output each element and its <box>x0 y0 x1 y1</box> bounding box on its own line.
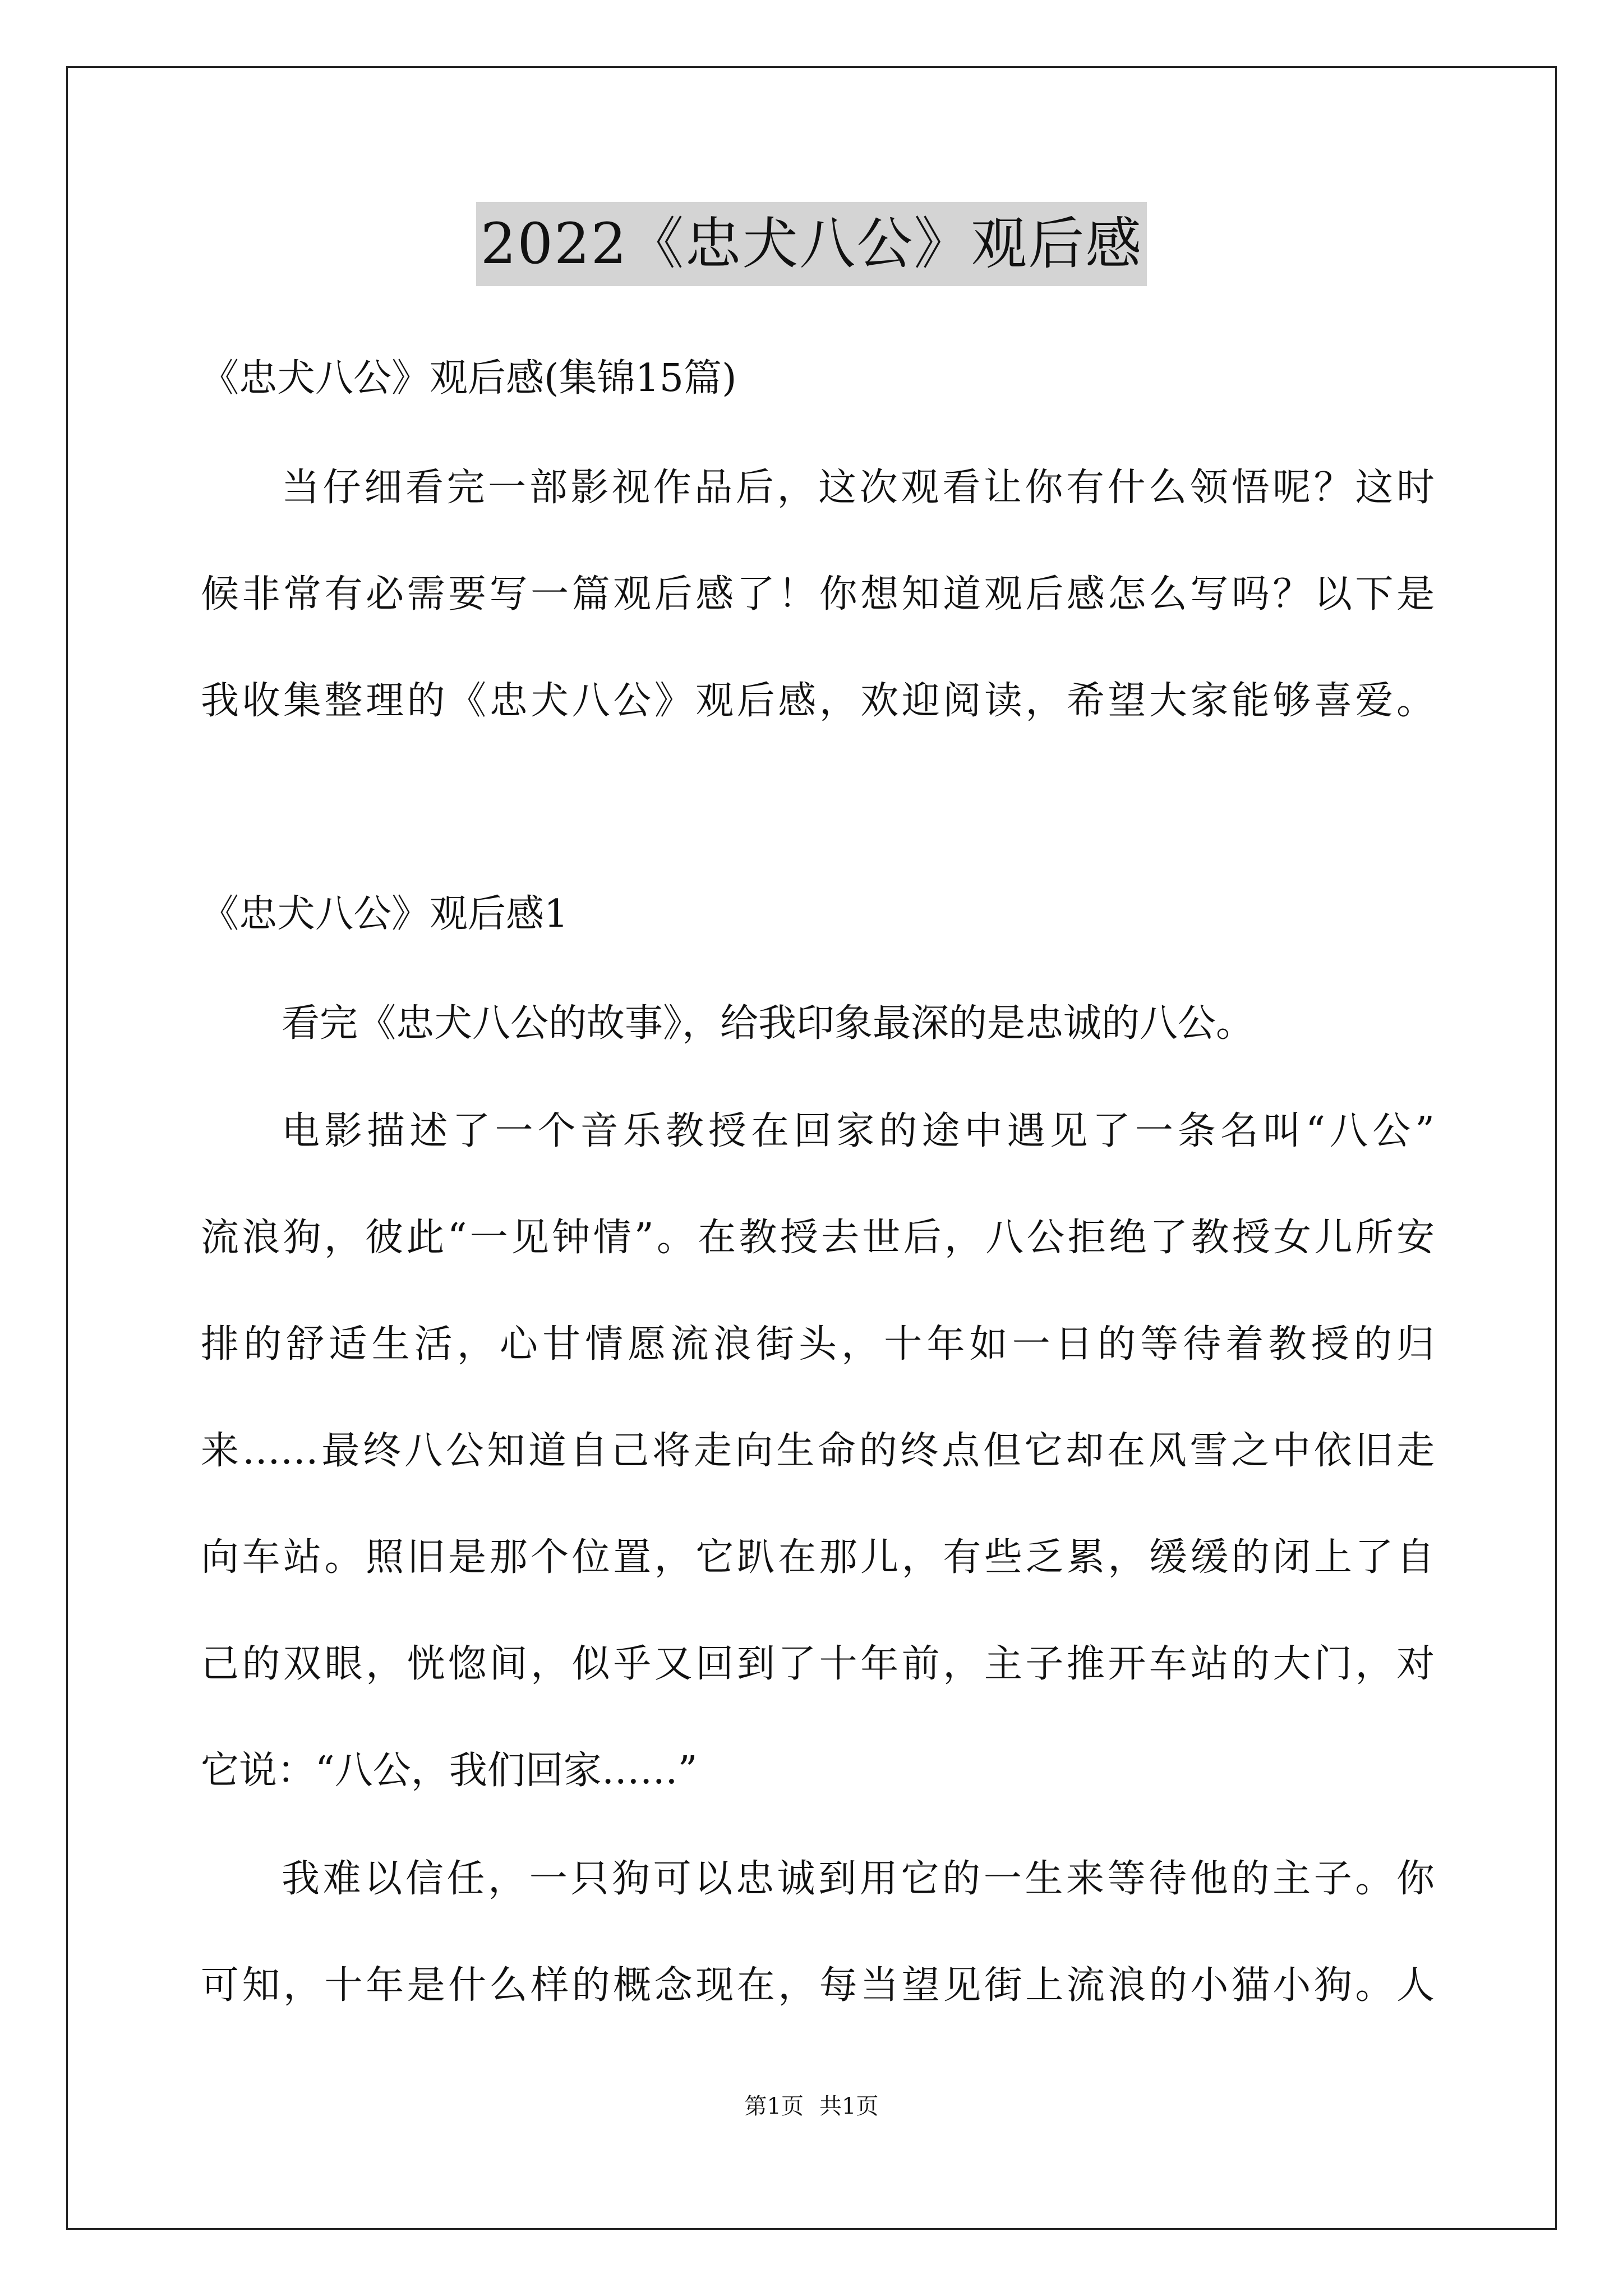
intro-line-2: 候非常有必需要写一篇观后感了！你想知道观后感怎么写吗？以下是 <box>201 572 1435 616</box>
para2-line-6: 己的双眼，恍惚间，似乎又回到了十年前，主子推开车站的大门，对 <box>201 1642 1435 1686</box>
para1-line-1: 看完《忠犬八公的故事》，给我印象最深的是忠诚的八公。 <box>282 1001 1255 1046</box>
intro-line-3: 我收集整理的《忠犬八公》观后感，欢迎阅读，希望大家能够喜爱。 <box>201 679 1435 723</box>
document-subtitle: 《忠犬八公》观后感(集锦15篇) <box>201 356 737 401</box>
para2-line-5: 向车站。照旧是那个位置，它趴在那儿，有些乏累，缓缓的闭上了自 <box>201 1535 1435 1580</box>
title-container <box>0 202 1623 286</box>
para2-line-7: 它说：“八公，我们回家……” <box>201 1749 698 1793</box>
para2-line-3: 排的舒适生活，心甘情愿流浪街头，十年如一日的等待着教授的归 <box>201 1322 1435 1366</box>
para3-line-2: 可知，十年是什么样的概念现在，每当望见街上流浪的小猫小狗。人 <box>201 1963 1435 2008</box>
section-heading: 《忠犬八公》观后感1 <box>201 892 569 936</box>
para3-line-1: 我难以信任，一只狗可以忠诚到用它的一生来等待他的主子。你 <box>282 1857 1435 1901</box>
page-number: 第1页 <box>744 2093 804 2119</box>
para2-line-1: 电影描述了一个音乐教授在回家的途中遇见了一条名叫“八公” <box>282 1109 1435 1153</box>
para2-line-4: 来……最终八公知道自己将走向生命的终点但它却在风雪之中依旧走 <box>201 1429 1435 1473</box>
document-title: 2022《忠犬八公》观后感 <box>476 202 1147 286</box>
para2-line-2: 流浪狗，彼此“一见钟情”。在教授去世后，八公拒绝了教授女儿所安 <box>201 1216 1435 1260</box>
page-total: 共1页 <box>819 2093 879 2119</box>
intro-line-1: 当仔细看完一部影视作品后，这次观看让你有什么领悟呢？这时 <box>282 466 1435 510</box>
page-footer <box>0 2090 1623 2123</box>
